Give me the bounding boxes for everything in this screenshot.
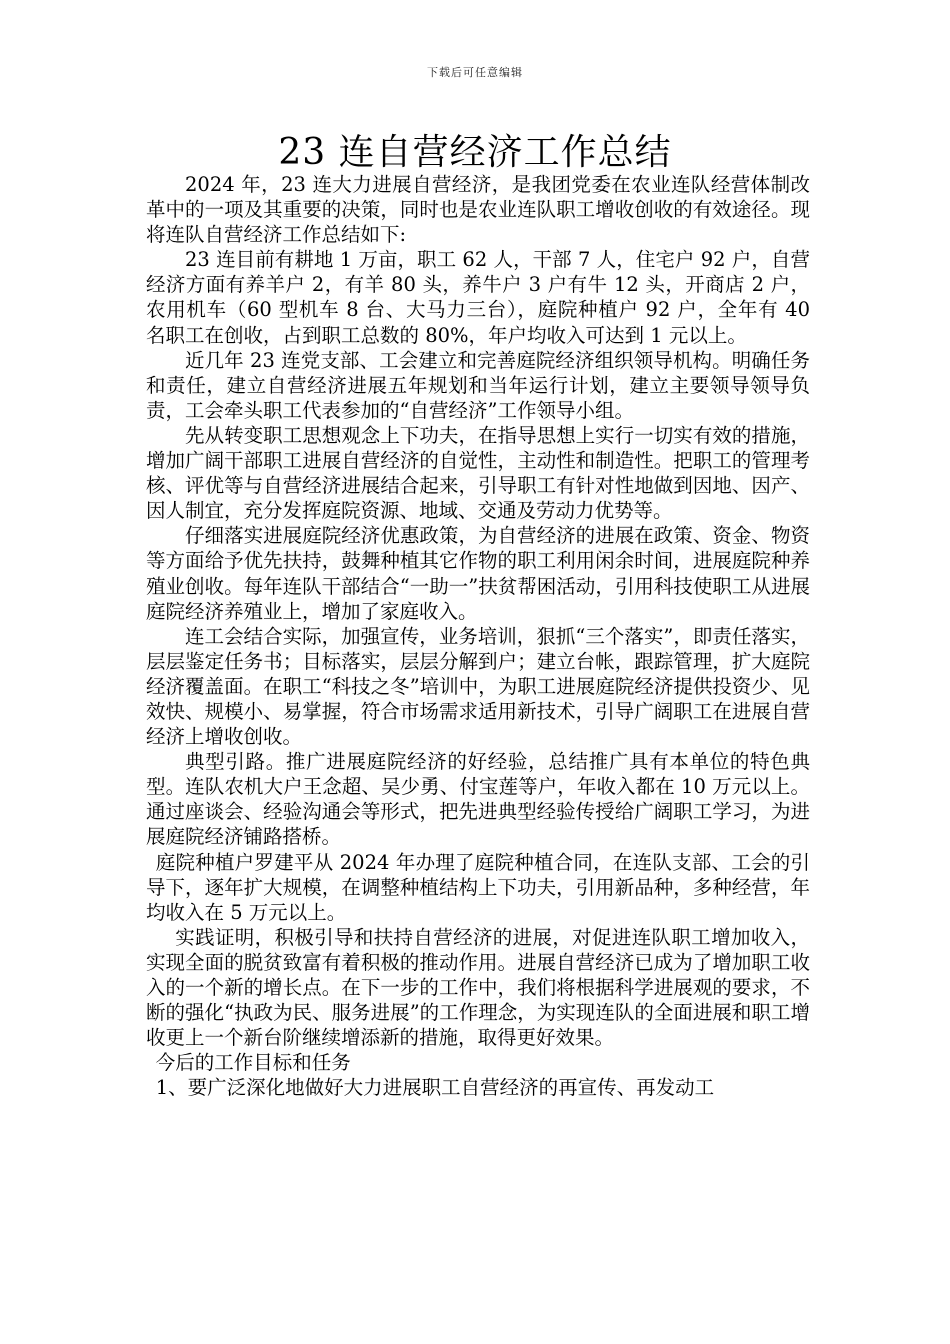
paragraph-mindset: 先从转变职工思想观念上下功夫，在指导思想上实行一切实有效的措施，增加广阔干部职工进展自营经济的自觉性，主动性和制造性。把职工的管理考核、评优等与自营经济进展结合起来，引导职工有针对性地做到因地、因产、因人制宜，充分发挥庭院资源、地域、交通及劳动力优势等。 [146,423,810,523]
paragraph-intro: 2024 年，23 连大力进展自营经济，是我团党委在农业连队经营体制改革中的一项及其重要的决策，同时也是农业连队职工增收创收的有效途径。现将连队自营经济工作总结如下: [146,173,810,247]
section-heading-goals: 今后的工作目标和任务 [155,1051,351,1075]
header-note: 下载后可任意编辑 [427,66,523,79]
paragraph-models: 典型引路。推广进展庭院经济的好经验，总结推广具有本单位的特色典型。连队农机大户王念超、吴少勇、付宝莲等户，年收入都在 10 万元以上。通过座谈会、经验沟通会等形式，把先进典型经验传授给广阔职工学习，为进展庭院经济铺路搭桥。 [146,750,810,849]
paragraph-example: 庭院种植户罗建平从 2024 年办理了庭院种植合同，在连队支部、工会的引导下，逐年扩大规模，在调整种植结构上下功夫，引用新品种，多种经营，年均收入在 5 万元以上。 [146,850,810,924]
paragraph-conclusion: 实践证明，积极引导和扶持自营经济的进展，对促进连队职工增加收入，实现全面的脱贫致富有着积极的推动作用。进展自营经济已成为了增加职工收入的一个新的增长点。在下一步的工作中，我们将根据科学进展观的要求，不断的强化“执政为民、服务进展”的工作理念，为实现连队的全面进展和职工增收更上一个新台阶继续增添新的措施，取得更好效果。 [146,925,810,1050]
paragraph-union: 连工会结合实际，加强宣传，业务培训，狠抓“三个落实”，即责任落实，层层鉴定任务书；目标落实，层层分解到户；建立台帐，跟踪管理，扩大庭院经济覆盖面。在职工“科技之冬”培训中，为职工进展庭院经济提供投资少、见效快、规模小、易掌握，符合市场需求适用新技术，引导广阔职工在进展自营经济上增收创收。 [146,624,810,749]
document-title: 23 连自营经济工作总结 [278,132,672,173]
paragraph-policy: 仔细落实进展庭院经济优惠政策，为自营经济的进展在政策、资金、物资等方面给予优先扶持，鼓舞种植其它作物的职工利用闲余时间，进展庭院种养殖业创收。每年连队干部结合“一助一”扶贫帮困活动，引用科技使职工从进展庭院经济养殖业上，增加了家庭收入。 [146,524,810,623]
paragraph-overview: 23 连目前有耕地 1 万亩，职工 62 人，干部 7 人，住宅户 92 户，自营经济方面有养羊户 2，有羊 80 头，养牛户 3 户有牛 12 头，开商店 2 户，农用机车（60 型机车 8 台、大马力三台），庭院种植户 92 户，全年有 40 名职工在创收，占到职工总数的 80%，年户均收入可达到 1 元以上。 [146,248,810,347]
document-body [146,172,810,1100]
paragraph-organization: 近几年 23 连党支部、工会建立和完善庭院经济组织领导机构。明确任务和责任，建立自营经济进展五年规划和当年运行计划，建立主要领导领导负责，工会牵头职工代表参加的“自营经济”工作领导小组。 [146,348,810,422]
paragraph-goal-1: 1、要广泛深化地做好大力进展职工自营经济的再宣传、再发动工 [155,1076,715,1100]
